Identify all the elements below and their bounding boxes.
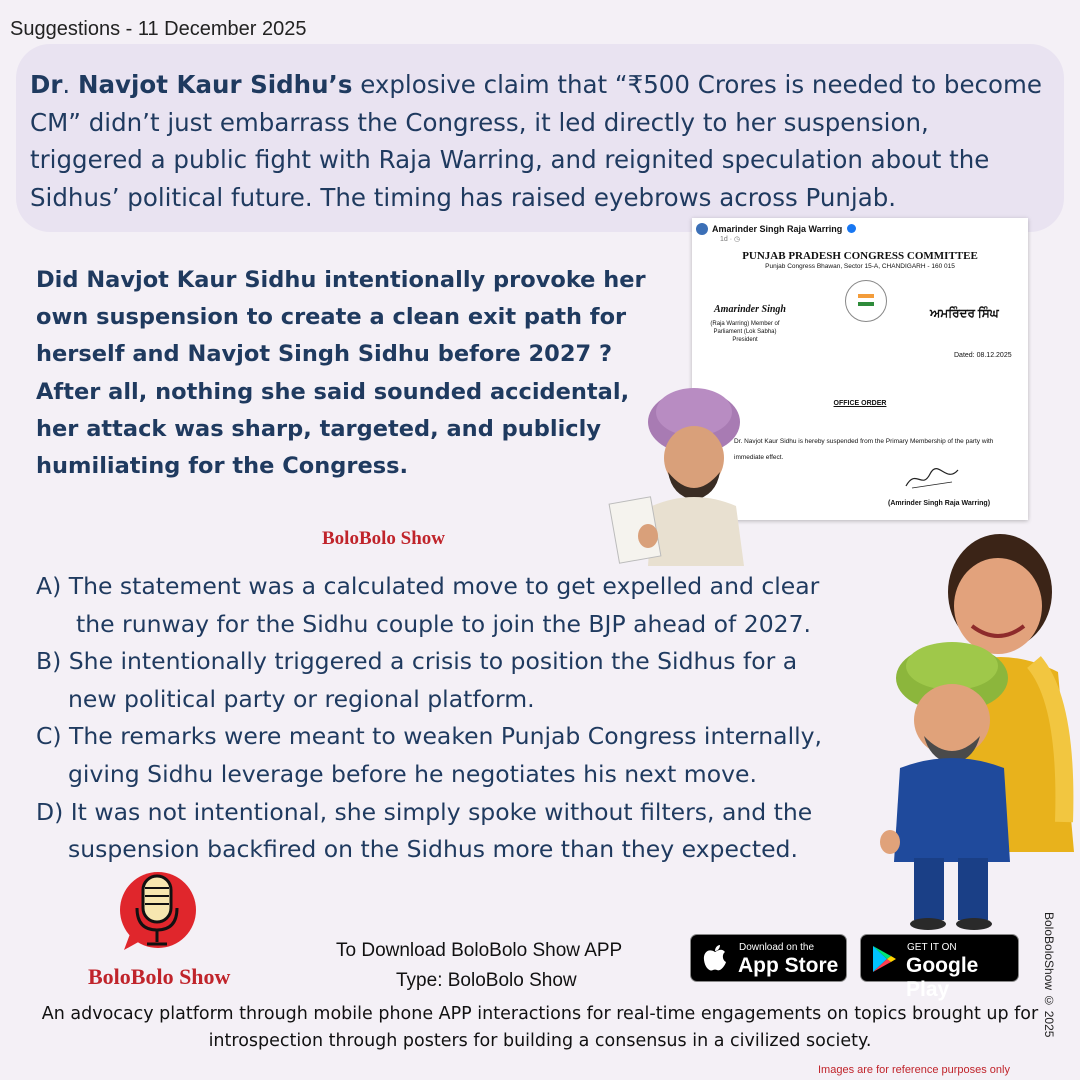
google-play-icon (871, 945, 897, 973)
avatar (696, 223, 708, 235)
option-a[interactable] (36, 568, 896, 643)
download-title: To Download BoloBolo Show APP (336, 940, 623, 961)
doc-name-sub: (Raja Warring) Member of Parliament (Lok Sabha) President (710, 321, 780, 343)
disclaimer-text: Images are for reference purposes only (818, 1064, 1010, 1076)
intro-name-prefix: Dr (30, 70, 63, 99)
option-c-line2: giving Sidhu leverage before he negotiates his next move. (68, 759, 757, 788)
google-play-big-text: Google Play (906, 954, 979, 1001)
option-a-line2: the runway for the Sidhu couple to join the BJP ahead of 2027. (76, 609, 812, 638)
download-type: Type: BoloBolo Show (396, 970, 577, 991)
cartoon-man-blue (874, 636, 1024, 932)
app-store-small-text: Download on the (739, 942, 815, 953)
google-play-button[interactable] (860, 934, 1019, 1001)
intro-name: Navjot Kaur Sidhu’s (78, 70, 353, 99)
option-b[interactable] (36, 643, 896, 718)
brand-watermark: BoloBolo Show (322, 528, 446, 549)
doc-address: Punjab Congress Bhawan, Sector 15-A, CHANDIGARH - 160 015 (765, 263, 955, 270)
doc-poster-name: Amarinder Singh Raja Warring (712, 224, 843, 234)
app-store-button[interactable] (690, 934, 847, 982)
brand-logo-text: BoloBolo Show (88, 964, 231, 989)
intro-text (30, 66, 1046, 216)
intro-dot: . (62, 70, 71, 99)
options-list (36, 568, 896, 869)
doc-name-en: Amarinder Singh (714, 304, 786, 315)
app-store-big-text: App Store (738, 954, 839, 977)
doc-org-title: PUNJAB PRADESH CONGRESS COMMITTEE (742, 250, 978, 262)
cartoon-man-with-paper (608, 376, 768, 566)
apple-icon (703, 944, 727, 972)
microphone-logo-icon (116, 868, 198, 952)
intro-box (16, 44, 1064, 232)
doc-office-order: OFFICE ORDER (833, 400, 887, 407)
copyright-text: BoloBoloShow © 2025 (1042, 912, 1056, 1038)
option-a-line1: A) The statement was a calculated move to get expelled and clear (36, 572, 820, 600)
doc-signature-name: (Amrinder Singh Raja Warring) (888, 500, 991, 507)
option-d-line2: suspension backfired on the Sidhus more than they expected. (68, 835, 798, 864)
doc-dated: Dated: 08.12.2025 (954, 352, 1012, 359)
header-date: Suggestions - 11 December 2025 (10, 18, 307, 40)
option-b-line1: B) She intentionally triggered a crisis to position the Sidhus for a (36, 647, 798, 676)
intro-body: explosive claim that “₹500 Crores is needed to become CM” didn’t just embarrass the Congress, it led directly to her suspension, triggered a public fight with Raja Warring, and reignited speculation about the Sidhus’ political future. The timing has raised eyebrows across Punjab. (30, 70, 1042, 212)
doc-poster-meta: 1d · ◷ (720, 236, 741, 243)
option-c[interactable] (36, 718, 896, 793)
signature-icon (902, 464, 962, 492)
doc-name-pa: ਅਮਰਿੰਦਰ ਸਿੰਘ (930, 306, 999, 320)
doc-body: Dr. Navjot Kaur Sidhu is hereby suspended from the Primary Membership of the party with immediate effect. (734, 438, 994, 461)
option-d[interactable] (36, 794, 896, 869)
verified-badge-icon (847, 224, 856, 233)
congress-seal-icon (845, 280, 887, 322)
option-d-line1: D) It was not intentional, she simply spoke without filters, and the (36, 797, 813, 826)
tagline: An advocacy platform through mobile phone APP interactions for real-time engagements on topics brought up for introspection through posters for building a consensus in a civilized society. (41, 1004, 1039, 1051)
question-text: Did Navjot Kaur Sidhu intentionally provoke her own suspension to create a clean exit path for herself and Navjot Singh Sidhu before 2027 ? After all, nothing she said sounded accidental, her attack was sharp, targeted, and publicly humiliating for the Congress. (36, 267, 646, 480)
option-b-line2: new political party or regional platform. (68, 684, 535, 713)
option-c-line1: C) The remarks were meant to weaken Punjab Congress internally, (36, 722, 823, 751)
google-play-small-text: GET IT ON (907, 942, 957, 953)
